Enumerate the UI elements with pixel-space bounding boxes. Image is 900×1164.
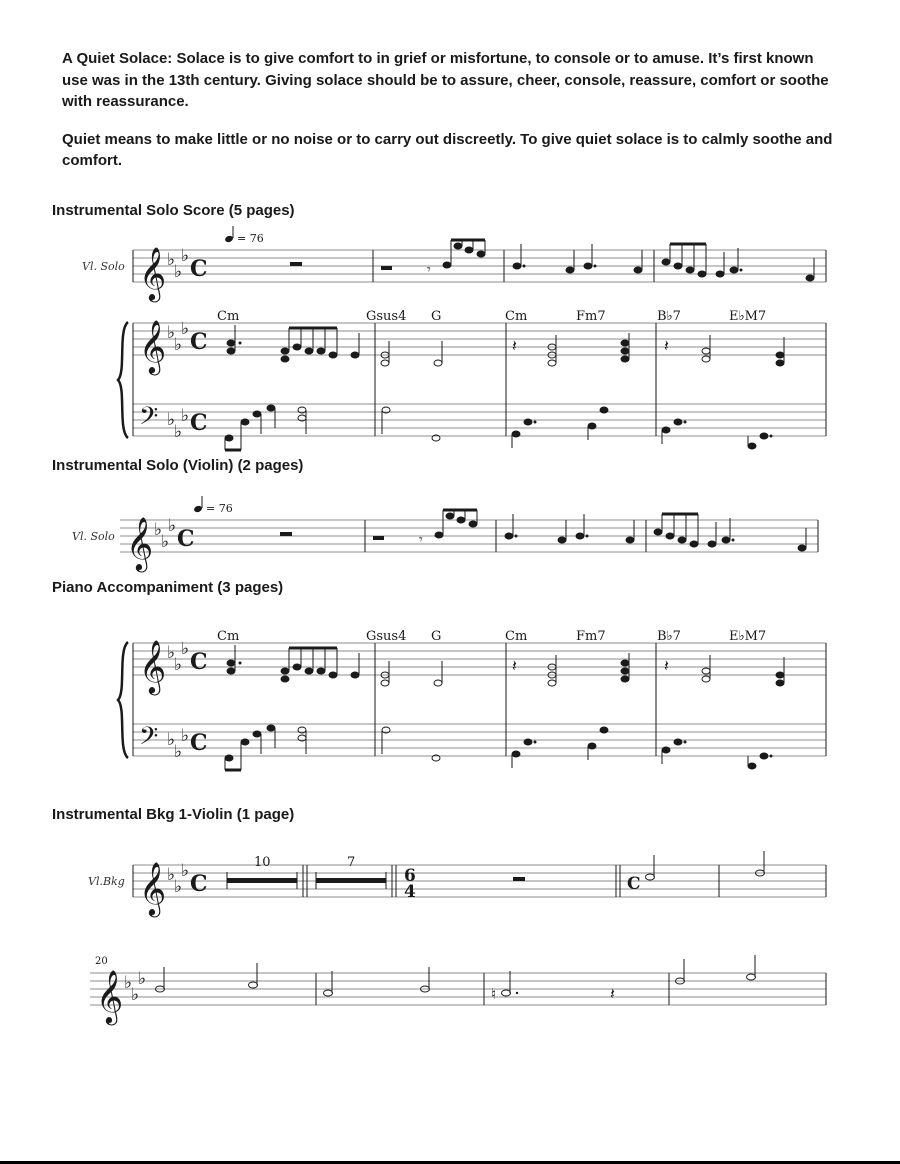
treble-clef: 𝄞	[139, 246, 167, 300]
svg-text:♭: ♭	[167, 643, 176, 663]
svg-text:♭: ♭	[174, 422, 183, 442]
natural-sign: ♮	[491, 985, 497, 1003]
violin-solo-label: Vl. Solo	[82, 260, 125, 273]
violin-part-key-signature	[154, 516, 176, 552]
svg-text:♭: ♭	[181, 319, 190, 339]
piano-treble-staff-lines	[133, 323, 826, 355]
dot	[516, 992, 518, 994]
section-title-piano-accompaniment: Piano Accompaniment (3 pages)	[52, 579, 284, 596]
svg-text:♭: ♭	[174, 655, 183, 675]
violin-part-notes	[280, 510, 806, 551]
svg-text:♭: ♭	[167, 865, 176, 885]
accomp-treble-time-signature: C	[190, 649, 208, 675]
accomp-barlines	[133, 643, 826, 756]
bkg-treble-clef: 𝄞	[139, 861, 167, 915]
quarter-rest: 𝄽	[610, 984, 615, 1003]
time-signature: C	[190, 256, 208, 282]
chord-symbol: Cm	[217, 309, 240, 324]
svg-text:♭: ♭	[174, 877, 183, 897]
svg-text:𝄽: 𝄽	[664, 656, 669, 675]
tempo-value: = 76	[237, 232, 264, 245]
piano-bass-staff-lines	[133, 404, 826, 436]
accomp-brace	[118, 642, 128, 758]
svg-text:♭: ♭	[181, 639, 190, 659]
bass-clef: 𝄢	[139, 402, 159, 437]
accomp-chord-symbols	[217, 629, 766, 644]
piano-notes	[225, 325, 784, 450]
svg-text:♭: ♭	[167, 323, 176, 343]
svg-text:𝄽: 𝄽	[512, 656, 517, 675]
svg-text:♭: ♭	[181, 406, 190, 426]
svg-text:♭: ♭	[174, 742, 183, 762]
description-paragraph-2: Quiet means to make little or no noise or to carry out discreetly. To give quiet solace is to calmly soothe and comfort.	[62, 130, 833, 169]
section-title-bkg-violin: Instrumental Bkg 1-Violin (1 page)	[52, 806, 295, 823]
bkg-time-signature: C	[190, 871, 208, 897]
violin-part-tempo-value: = 76	[206, 502, 233, 515]
piano-treble-time-signature: C	[190, 329, 208, 355]
meter-change-bottom: 4	[404, 882, 416, 902]
bkg-violin-system-2	[90, 955, 826, 1025]
multirest-7	[316, 855, 386, 889]
chord-symbol: B♭7	[657, 309, 681, 324]
accomp-treble-clef: 𝄞	[139, 639, 167, 693]
svg-text:♭: ♭	[181, 726, 190, 746]
svg-text:♭: ♭	[131, 985, 140, 1005]
bkg-key-signature	[167, 861, 189, 897]
svg-text:♭: ♭	[154, 520, 163, 540]
chord-symbol: Gsus4	[366, 629, 407, 644]
svg-text:♭: ♭	[124, 973, 133, 993]
accomp-bass-clef: 𝄢	[139, 722, 159, 757]
violin-part-treble-clef: 𝄞	[126, 516, 154, 570]
svg-text:♭: ♭	[167, 250, 176, 270]
piano-accompaniment-system	[118, 629, 826, 770]
description-paragraph-1: A Quiet Solace: Solace is to give comfort to in grief or misfortune, to console or to amuse. It’s first known use was in the 13th century. Giving solace should be to assure, cheer, console, reassure, comfort or soothe with reassurance.	[62, 50, 829, 110]
piano-treble-clef: 𝄞	[139, 319, 167, 373]
svg-text:♭: ♭	[167, 730, 176, 750]
svg-text:♭: ♭	[161, 532, 170, 552]
multirest-count: 10	[254, 855, 271, 870]
svg-text:𝄾: 𝄾	[419, 532, 423, 548]
chord-symbol: E♭M7	[729, 309, 767, 324]
key-signature-flats	[167, 246, 189, 282]
brace	[118, 322, 128, 438]
svg-text:𝄽: 𝄽	[664, 336, 669, 355]
section-title-solo-score: Instrumental Solo Score (5 pages)	[52, 202, 295, 219]
chord-symbol: E♭M7	[729, 629, 767, 644]
meter-change-top: 6	[404, 866, 416, 886]
violin-part-label: Vl. Solo	[72, 530, 115, 543]
violin-solo-notes	[290, 240, 814, 281]
chord-symbol: Cm	[217, 629, 240, 644]
bkg-key-signature-2	[124, 969, 146, 1005]
tempo-mark	[224, 226, 264, 245]
bkg-notes-2	[156, 955, 756, 996]
measure-number: 20	[95, 956, 108, 967]
accomp-treble-staff-lines	[133, 643, 826, 675]
bkg-staff-lines-2	[90, 973, 826, 1005]
svg-text:♭: ♭	[181, 861, 190, 881]
chord-symbol: Fm7	[576, 309, 606, 324]
solo-score-system	[82, 226, 826, 450]
section-title-violin-solo: Instrumental Solo (Violin) (2 pages)	[52, 457, 304, 474]
accomp-bass-time-signature: C	[190, 730, 208, 756]
chord-symbol: G	[431, 629, 442, 644]
violin-part-tempo-mark	[193, 496, 233, 515]
svg-text:♭: ♭	[168, 516, 177, 536]
svg-text:♭: ♭	[167, 410, 176, 430]
chord-symbol: Cm	[505, 309, 528, 324]
svg-text:♭: ♭	[138, 969, 147, 989]
chord-symbol: Fm7	[576, 629, 606, 644]
chord-symbol: B♭7	[657, 629, 681, 644]
bkg-treble-clef-2: 𝄞	[96, 969, 124, 1023]
svg-text:♭: ♭	[174, 262, 183, 282]
multirest-10	[227, 855, 297, 889]
accomp-key-signatures	[167, 639, 189, 762]
bkg-common-time: C	[627, 874, 641, 894]
piano-barlines	[133, 323, 826, 436]
piano-key-signatures	[167, 319, 189, 442]
whole-rest	[513, 877, 525, 881]
piano-bass-time-signature: C	[190, 410, 208, 436]
accomp-bass-staff-lines	[133, 724, 826, 756]
svg-text:♭: ♭	[174, 335, 183, 355]
violin-part-time-signature: C	[177, 526, 195, 552]
chord-symbol: Cm	[505, 629, 528, 644]
bkg-violin-label: Vl.Bkg	[88, 875, 125, 888]
multirest-count: 7	[347, 855, 356, 870]
chord-symbol: Gsus4	[366, 309, 407, 324]
svg-text:𝄾: 𝄾	[427, 262, 431, 278]
violin-solo-part-system	[72, 496, 818, 572]
chord-symbol: G	[431, 309, 442, 324]
bkg-violin-system-1	[88, 851, 826, 917]
chord-symbols	[217, 309, 766, 324]
svg-text:♭: ♭	[181, 246, 190, 266]
accomp-notes	[225, 645, 784, 770]
svg-text:𝄽: 𝄽	[512, 336, 517, 355]
